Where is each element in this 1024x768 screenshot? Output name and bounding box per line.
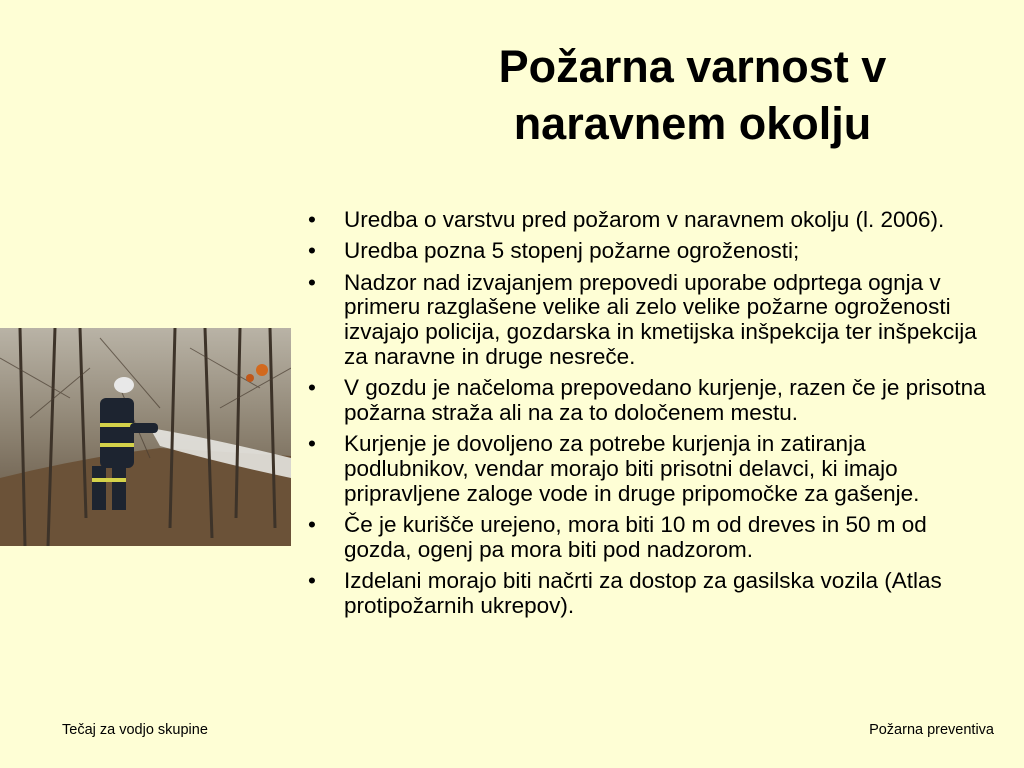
bullet-marker: • (308, 207, 316, 232)
list-item (296, 376, 986, 426)
list-item (296, 432, 986, 506)
bullet-marker: • (308, 431, 316, 457)
list-item (296, 239, 986, 264)
bullet-text: Kurjenje je dovoljeno za potrebe kurjenja in zatiranja podlubnikov, vendar morajo biti prisotni delavci, ki imajo pripravljene zaloge vode in druge pripomočke za gašenje. (344, 431, 920, 506)
bullet-text: Izdelani morajo biti načrti za dostop za gasilska vozila (Atlas protipožarnih ukrepov). (344, 568, 942, 619)
bullet-marker: • (308, 375, 316, 401)
list-item (296, 271, 986, 370)
footer-right: Požarna preventiva (869, 722, 994, 738)
bullet-list (296, 208, 986, 625)
list-item (296, 208, 986, 233)
bullet-text: Nadzor nad izvajanjem prepovedi uporabe odprtega ognja v primeru razglašene velike ali zelo velike požarne ogroženosti izvajajo policija, gozdarska in kmetijska inšpekcija ter inšpekcija za naravne in druge nesreče. (344, 269, 977, 369)
bullet-marker: • (308, 568, 316, 594)
list-item (296, 513, 986, 563)
bullet-text: Uredba o varstvu pred požarom v naravnem okolju (l. 2006). (344, 207, 945, 232)
slide-title (420, 38, 965, 152)
bullet-marker: • (308, 238, 316, 264)
footer-left: Tečaj za vodjo skupine (62, 722, 208, 738)
list-item (296, 569, 986, 619)
bullet-text: Če je kurišče urejeno, mora biti 10 m od dreves in 50 m od gozda, ogenj pa mora biti pod nadzorom. (344, 512, 927, 563)
bullet-marker: • (308, 269, 316, 295)
firefighter-forest-photo (0, 328, 291, 546)
title-line-2: naravnem okolju (513, 98, 872, 149)
title-line-1: Požarna varnost v (498, 41, 887, 92)
bullet-marker: • (308, 512, 316, 538)
bullet-text: V gozdu je načeloma prepovedano kurjenje, razen če je prisotna požarna straža ali na za to določenem mestu. (344, 375, 986, 426)
bullet-text: Uredba pozna 5 stopenj požarne ogroženosti; (344, 238, 800, 264)
